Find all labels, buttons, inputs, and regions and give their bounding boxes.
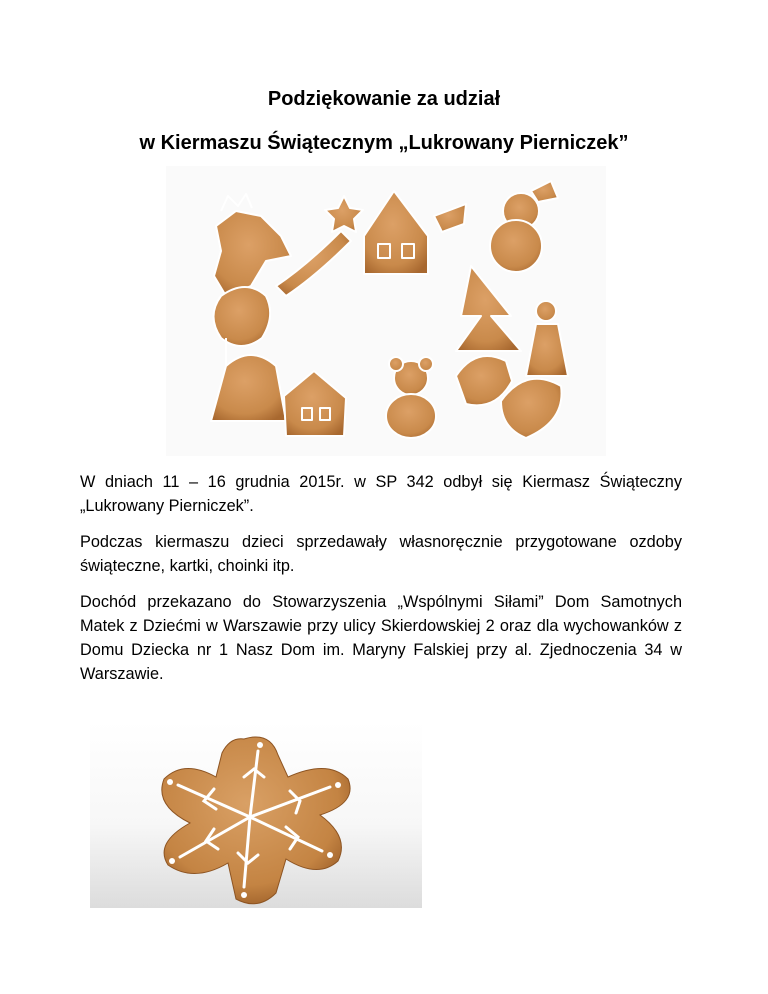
tree-cookie <box>456 266 521 351</box>
snowflake-cookie-photo <box>90 722 422 908</box>
title-line-1: Podziękowanie za udział <box>267 88 501 110</box>
paragraph-dates: W dniach 11 – 16 grudnia 2015r. w SP 342 odbył się Kiermasz Świąteczny „Lukrowany Pierniczek”. <box>80 473 682 515</box>
paragraph-proceeds: Dochód przekazano do Stowarzyszenia „Wspólnymi Siłami” Dom Samotnych Matek z Dziećmi w Warszawie przy ulicy Skierdowskiej 2 oraz dla wychowanków z Domu Dziecka nr 1 Nasz Dom im. Maryny Falskiej przy al. Zjednoczenia 34 w Warszawie. <box>80 593 682 683</box>
title-line-2: w Kiermaszu Świątecznym „Lukrowany Pierniczek” <box>139 132 629 154</box>
bear-cookie <box>386 357 436 438</box>
star-cookie <box>276 196 363 296</box>
sleigh-cookie <box>434 204 466 232</box>
bell-cookie <box>211 355 286 421</box>
snowman-cookie <box>490 181 558 272</box>
reindeer-cookie <box>214 194 291 296</box>
fan-cookie <box>501 379 562 438</box>
gingerbread-frame-image <box>166 166 606 456</box>
paragraph-sales: Podczas kiermaszu dzieci sprzedawały własnoręcznie przygotowane ozdoby świąteczne, kartki, choinki itp. <box>80 533 682 575</box>
figure-cookie <box>526 301 568 376</box>
house-cookie <box>364 191 428 274</box>
rooster-cookie <box>214 287 271 366</box>
small-house-cookie <box>284 371 346 436</box>
